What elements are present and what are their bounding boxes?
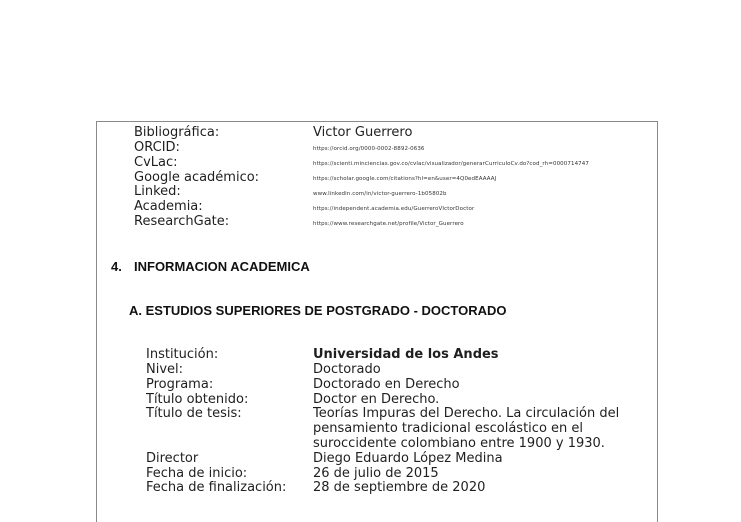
researchgate-link[interactable]: https://www.researchgate.net/profile/Victor_Guerrero <box>313 221 464 227</box>
orcid-link[interactable]: https://orcid.org/0000-0002-8892-0636 <box>313 146 425 152</box>
academia-label: Academia: <box>134 199 203 214</box>
fecha-fin-value: 28 de septiembre de 2020 <box>313 480 486 495</box>
google-academico-link[interactable]: https://scholar.google.com/citations?hl=en&user=4Q0edEAAAAJ <box>313 176 497 182</box>
section-title: INFORMACION ACADEMICA <box>134 259 310 274</box>
institucion-label: Institución: <box>146 347 219 362</box>
nivel-label: Nivel: <box>146 362 184 377</box>
cvlac-label: CvLac: <box>134 155 178 170</box>
fecha-inicio-value: 26 de julio de 2015 <box>313 466 439 481</box>
linked-link[interactable]: www.linkedin.com/in/victor-guerrero-1b05802b <box>313 191 447 197</box>
programa-label: Programa: <box>146 377 214 392</box>
tesis-value: Teorías Impuras del Derecho. La circulación del pensamiento tradicional escolástico en el suroccidente colombiano entre 1900 y 1930. <box>313 406 620 451</box>
researchgate-label: ResearchGate: <box>134 214 230 229</box>
fecha-inicio-label: Fecha de inicio: <box>146 466 248 481</box>
linked-label: Linked: <box>134 184 181 199</box>
orcid-label: ORCID: <box>134 140 180 155</box>
programa-value: Doctorado en Derecho <box>313 377 460 392</box>
nivel-value: Doctorado <box>313 362 381 377</box>
director-label: Director <box>146 451 199 466</box>
director-value: Diego Eduardo López Medina <box>313 451 503 466</box>
subsection-title: A. ESTUDIOS SUPERIORES DE POSTGRADO - DOCTORADO <box>129 303 507 318</box>
titulo-value: Doctor en Derecho. <box>313 392 440 407</box>
bibliografica-label: Bibliográfica: <box>134 125 220 140</box>
section-number: 4. <box>111 259 122 274</box>
titulo-label: Título obtenido: <box>146 392 249 407</box>
institucion-value: Universidad de los Andes <box>313 347 499 362</box>
bibliografica-value: Victor Guerrero <box>313 125 413 140</box>
fecha-fin-label: Fecha de finalización: <box>146 480 287 495</box>
google-academico-label: Google académico: <box>134 170 260 185</box>
cvlac-link[interactable]: https://scienti.minciencias.gov.co/cvlac/visualizador/generarCurriculoCv.do?cod_rh=0000714747 <box>313 161 589 167</box>
tesis-label: Título de tesis: <box>146 406 242 421</box>
academia-link[interactable]: https://independent.academia.edu/GuerreroVIctorDoctor <box>313 206 475 212</box>
